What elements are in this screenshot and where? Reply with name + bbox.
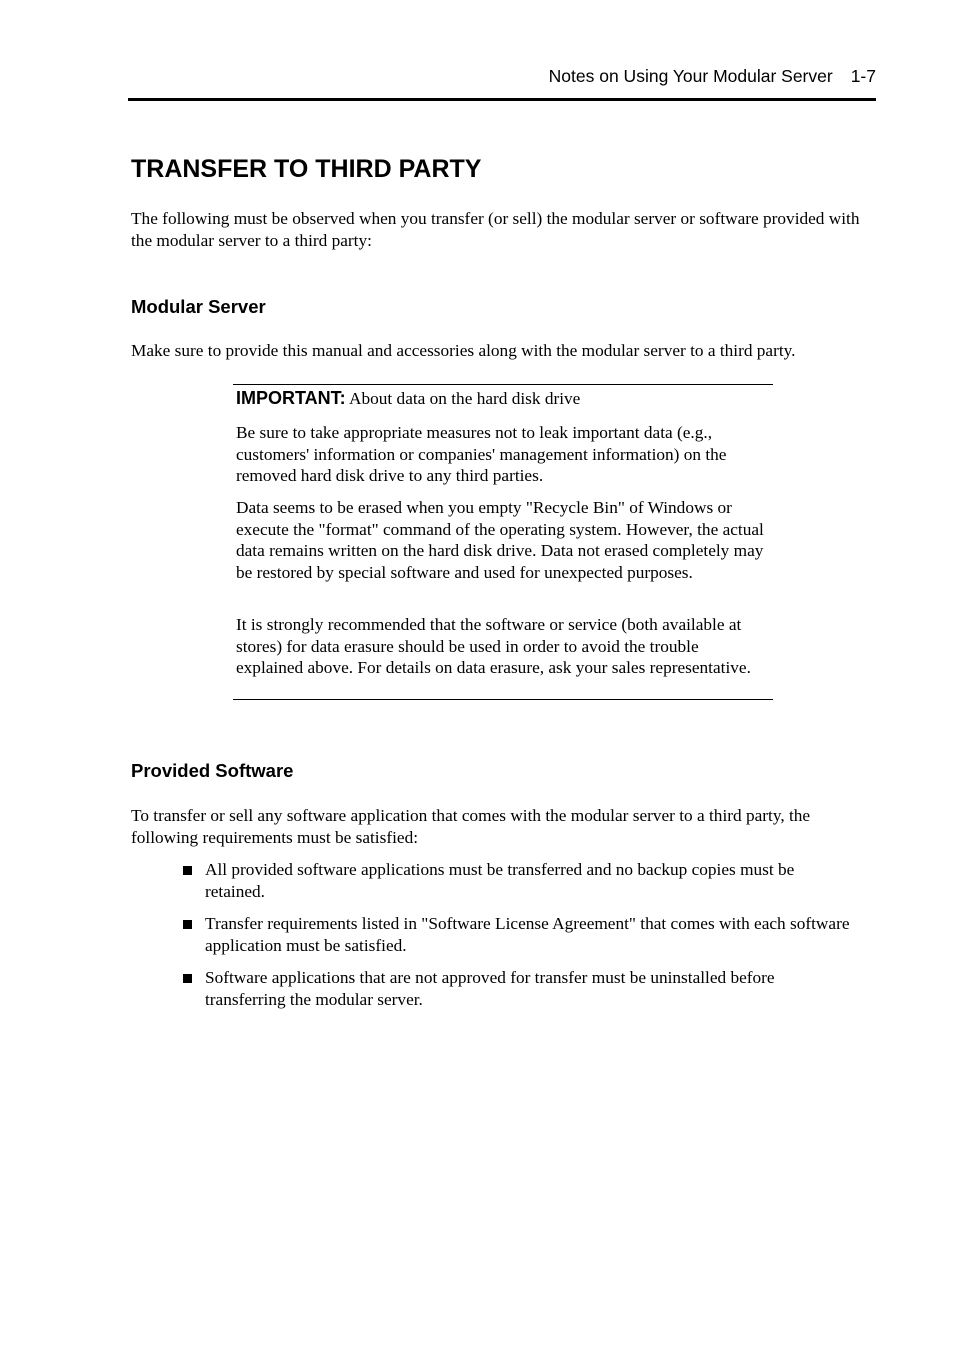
modular-server-text: Make sure to provide this manual and accessories along with the modular server to a third party. bbox=[131, 341, 796, 360]
important-paragraph-1: Be sure to take appropriate measures not to leak important data (e.g., customers' information or companies' management information) on the removed hard disk drive to any third parties. bbox=[236, 423, 727, 485]
intro-paragraph: The following must be observed when you transfer (or sell) the modular server or software provided with the modular server to a third party: bbox=[131, 209, 860, 250]
provided-software-heading: Provided Software bbox=[131, 760, 294, 781]
important-paragraph-3: It is strongly recommended that the software or service (both available at stores) for data erasure should be used in order to avoid the trouble explained above. For details on data erasure, ask your sales representative. bbox=[236, 615, 751, 677]
list-item bbox=[183, 913, 853, 956]
list-item-text: Software applications that are not approved for transfer must be uninstalled before transferring the modular server. bbox=[205, 968, 775, 1009]
important-notice-box bbox=[233, 384, 773, 700]
important-subject: About data on the hard disk drive bbox=[349, 389, 581, 408]
provided-software-text: To transfer or sell any software application that comes with the modular server to a third party, the following requirements must be satisfied: bbox=[131, 806, 811, 847]
page-header bbox=[128, 64, 876, 101]
list-item bbox=[183, 859, 853, 902]
square-bullet-icon bbox=[183, 866, 192, 875]
list-item bbox=[183, 967, 853, 1010]
header-text bbox=[549, 66, 876, 87]
important-label: IMPORTANT: bbox=[236, 388, 346, 408]
page-number: 1-7 bbox=[850, 66, 876, 86]
modular-server-heading: Modular Server bbox=[131, 296, 266, 317]
running-title: Notes on Using Your Modular Server bbox=[548, 66, 833, 86]
page-title: TRANSFER TO THIRD PARTY bbox=[131, 155, 482, 183]
important-heading bbox=[236, 388, 580, 409]
square-bullet-icon bbox=[183, 920, 192, 929]
square-bullet-icon bbox=[183, 974, 192, 983]
requirements-list bbox=[183, 859, 853, 1021]
important-paragraph-2: Data seems to be erased when you empty "Recycle Bin" of Windows or execute the "format" command of the operating system. However, the actual data remains written on the hard disk drive. Data not erased completely may be restored by special software and used for unexpected purposes. bbox=[236, 498, 764, 582]
list-item-text: Transfer requirements listed in "Software License Agreement" that comes with each software application must be satisfied. bbox=[205, 914, 850, 955]
list-item-text: All provided software applications must be transferred and no backup copies must be retained. bbox=[205, 860, 795, 901]
